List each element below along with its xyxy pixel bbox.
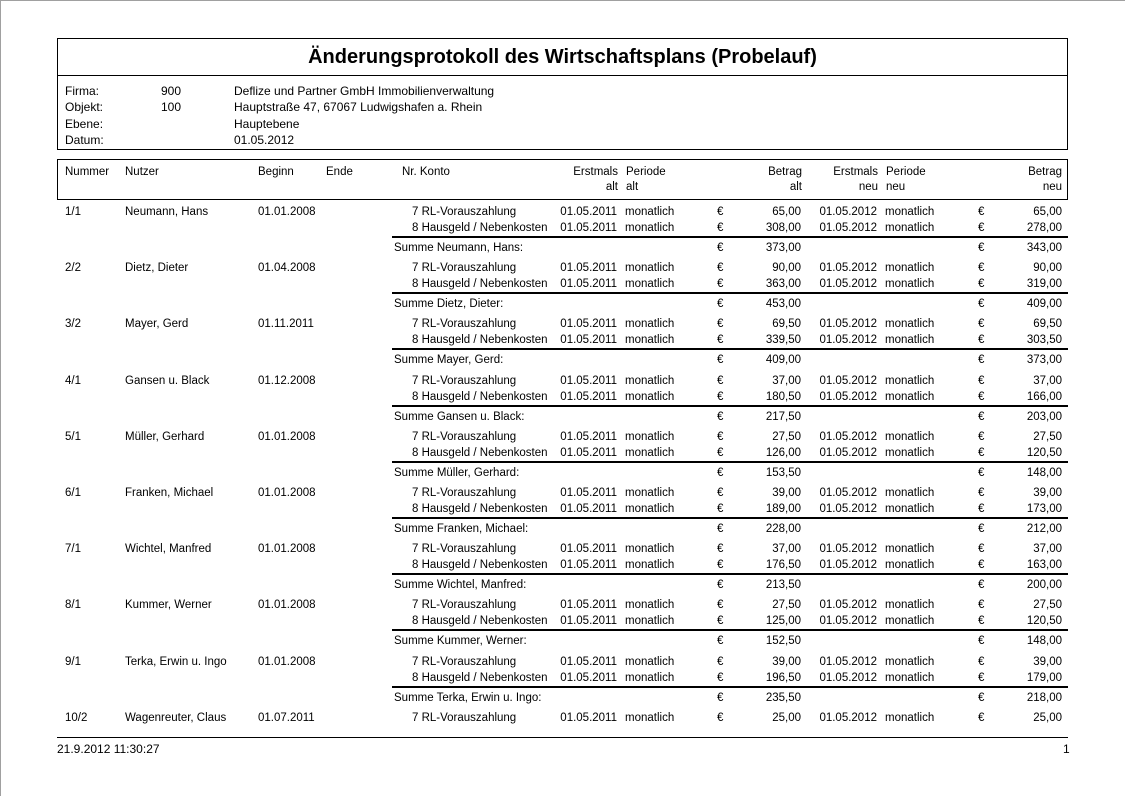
- line-periode-neu: monatlich: [885, 712, 935, 724]
- line-erstmals-neu: 01.05.2012: [819, 559, 877, 571]
- euro-sign-neu: €: [978, 334, 985, 346]
- col-header-betrag-alt-sub: alt: [789, 181, 802, 193]
- line-erstmals-alt: 01.05.2011: [560, 656, 617, 668]
- euro-sign-neu: €: [978, 318, 985, 330]
- line-periode-neu: monatlich: [885, 543, 935, 555]
- line-erstmals-alt: 01.05.2011: [560, 375, 617, 387]
- page-border-top: [0, 0, 1125, 1]
- line-erstmals-neu: 01.05.2012: [819, 599, 877, 611]
- euro-sign-neu: €: [978, 559, 985, 571]
- euro-sign-neu: €: [978, 543, 985, 555]
- row-nummer: 2/2: [65, 262, 81, 274]
- col-header-betrag-alt: Betrag: [768, 166, 802, 178]
- row-beginn: 01.01.2008: [258, 599, 316, 611]
- subtotal-neu: 409,00: [1026, 298, 1062, 310]
- line-erstmals-alt: 01.05.2011: [560, 391, 617, 403]
- table-header: [57, 159, 1068, 200]
- euro-sign-neu: €: [978, 391, 985, 403]
- col-header-nr-konto: Nr. Konto: [402, 166, 450, 178]
- euro-sign-alt: €: [717, 278, 724, 290]
- subtotal-neu: 203,00: [1026, 411, 1062, 423]
- row-nummer: 1/1: [65, 206, 81, 218]
- line-erstmals-alt: 01.05.2011: [560, 543, 617, 555]
- row-nutzer: Dietz, Dieter: [125, 262, 189, 274]
- line-betrag-neu: 120,50: [1026, 615, 1062, 627]
- line-periode-neu: monatlich: [885, 503, 935, 515]
- line-periode-neu: monatlich: [885, 656, 935, 668]
- line-periode-alt: monatlich: [625, 672, 675, 684]
- line-betrag-neu: 39,00: [1033, 487, 1062, 499]
- line-betrag-neu: 278,00: [1026, 222, 1062, 234]
- info-label: Ebene:: [65, 117, 104, 131]
- line-konto: 7 RL-Vorauszahlung: [412, 206, 517, 218]
- subtotal-rule: [392, 348, 1068, 350]
- line-periode-alt: monatlich: [625, 543, 675, 555]
- euro-sign-alt: €: [717, 354, 724, 366]
- euro-sign-alt: €: [717, 262, 724, 274]
- euro-sign-alt: €: [717, 635, 724, 647]
- line-betrag-alt: 339,50: [765, 334, 801, 346]
- footer-timestamp: 21.9.2012 11:30:27: [57, 742, 160, 756]
- line-betrag-neu: 37,00: [1033, 543, 1062, 555]
- line-betrag-neu: 163,00: [1026, 559, 1062, 571]
- line-betrag-alt: 196,50: [765, 672, 801, 684]
- euro-sign-alt: €: [717, 411, 724, 423]
- euro-sign-alt: €: [717, 222, 724, 234]
- euro-sign-neu: €: [978, 431, 985, 443]
- col-header-periode-neu: Periode: [886, 166, 926, 178]
- line-betrag-neu: 173,00: [1026, 503, 1062, 515]
- euro-sign-neu: €: [978, 242, 985, 254]
- line-erstmals-neu: 01.05.2012: [819, 672, 877, 684]
- euro-sign-alt: €: [717, 206, 724, 218]
- euro-sign-neu: €: [978, 523, 985, 535]
- line-betrag-neu: 69,50: [1033, 318, 1062, 330]
- euro-sign-alt: €: [717, 334, 724, 346]
- subtotal-alt: 228,00: [765, 523, 801, 535]
- line-erstmals-neu: 01.05.2012: [819, 334, 877, 346]
- row-beginn: 01.11.2011: [258, 318, 314, 330]
- euro-sign-alt: €: [717, 712, 724, 724]
- line-betrag-alt: 69,50: [772, 318, 801, 330]
- line-konto: 8 Hausgeld / Nebenkosten: [412, 222, 548, 234]
- line-betrag-alt: 39,00: [772, 656, 801, 668]
- line-betrag-alt: 37,00: [772, 543, 801, 555]
- line-betrag-neu: 120,50: [1026, 447, 1062, 459]
- line-periode-alt: monatlich: [625, 206, 675, 218]
- subtotal-rule: [392, 517, 1068, 519]
- row-nummer: 3/2: [65, 318, 81, 330]
- euro-sign-neu: €: [978, 375, 985, 387]
- euro-sign-alt: €: [717, 543, 724, 555]
- line-periode-neu: monatlich: [885, 487, 935, 499]
- col-header-betrag-neu: Betrag: [1028, 166, 1062, 178]
- col-header-periode-alt-sub: alt: [626, 181, 639, 193]
- subtotal-neu: 343,00: [1026, 242, 1062, 254]
- row-nummer: 8/1: [65, 599, 81, 611]
- line-periode-neu: monatlich: [885, 447, 935, 459]
- col-header-periode-alt: Periode: [626, 166, 666, 178]
- line-betrag-neu: 39,00: [1033, 656, 1062, 668]
- line-periode-neu: monatlich: [885, 559, 935, 571]
- line-erstmals-alt: 01.05.2011: [560, 447, 617, 459]
- euro-sign-neu: €: [978, 278, 985, 290]
- line-konto: 8 Hausgeld / Nebenkosten: [412, 503, 548, 515]
- line-betrag-alt: 308,00: [765, 222, 801, 234]
- euro-sign-alt: €: [717, 692, 724, 704]
- col-header-erstmals-neu: Erstmals: [833, 166, 878, 178]
- line-konto: 8 Hausgeld / Nebenkosten: [412, 334, 548, 346]
- line-konto: 7 RL-Vorauszahlung: [412, 318, 517, 330]
- line-betrag-neu: 37,00: [1033, 375, 1062, 387]
- footer-page-number: 1: [1063, 742, 1070, 756]
- euro-sign-neu: €: [978, 262, 985, 274]
- line-betrag-alt: 65,00: [772, 206, 801, 218]
- line-erstmals-neu: 01.05.2012: [819, 487, 877, 499]
- report-info-box: [57, 75, 1068, 150]
- line-erstmals-neu: 01.05.2012: [819, 543, 877, 555]
- line-periode-alt: monatlich: [625, 391, 675, 403]
- line-konto: 7 RL-Vorauszahlung: [412, 656, 517, 668]
- subtotal-alt: 152,50: [765, 635, 801, 647]
- line-periode-neu: monatlich: [885, 278, 935, 290]
- info-value: Hauptstraße 47, 67067 Ludwigshafen a. Rhein: [234, 100, 483, 114]
- row-beginn: 01.01.2008: [258, 656, 316, 668]
- line-betrag-neu: 25,00: [1033, 712, 1062, 724]
- euro-sign-neu: €: [978, 599, 985, 611]
- line-konto: 8 Hausgeld / Nebenkosten: [412, 615, 548, 627]
- line-betrag-alt: 176,50: [765, 559, 801, 571]
- euro-sign-neu: €: [978, 672, 985, 684]
- euro-sign-alt: €: [717, 431, 724, 443]
- subtotal-label: Summe Neumann, Hans:: [394, 242, 524, 254]
- euro-sign-neu: €: [978, 579, 985, 591]
- euro-sign-neu: €: [978, 656, 985, 668]
- line-erstmals-alt: 01.05.2011: [560, 206, 617, 218]
- line-periode-neu: monatlich: [885, 391, 935, 403]
- line-periode-alt: monatlich: [625, 656, 675, 668]
- line-erstmals-alt: 01.05.2011: [560, 615, 617, 627]
- euro-sign-alt: €: [717, 656, 724, 668]
- line-periode-neu: monatlich: [885, 672, 935, 684]
- col-header-erstmals-alt-sub: alt: [605, 181, 618, 193]
- line-erstmals-neu: 01.05.2012: [819, 712, 877, 724]
- euro-sign-alt: €: [717, 503, 724, 515]
- subtotal-alt: 217,50: [765, 411, 801, 423]
- euro-sign-alt: €: [717, 615, 724, 627]
- line-periode-alt: monatlich: [625, 447, 675, 459]
- line-erstmals-alt: 01.05.2011: [560, 334, 617, 346]
- subtotal-alt: 453,00: [765, 298, 801, 310]
- line-erstmals-neu: 01.05.2012: [819, 206, 877, 218]
- line-periode-alt: monatlich: [625, 334, 675, 346]
- line-erstmals-alt: 01.05.2011: [560, 599, 617, 611]
- line-betrag-neu: 166,00: [1026, 391, 1062, 403]
- line-erstmals-neu: 01.05.2012: [819, 656, 877, 668]
- euro-sign-alt: €: [717, 559, 724, 571]
- subtotal-rule: [392, 405, 1068, 407]
- row-nutzer: Franken, Michael: [125, 487, 214, 499]
- row-beginn: 01.01.2008: [258, 543, 316, 555]
- euro-sign-alt: €: [717, 447, 724, 459]
- line-betrag-alt: 39,00: [772, 487, 801, 499]
- line-periode-alt: monatlich: [625, 559, 675, 571]
- line-betrag-neu: 27,50: [1033, 599, 1062, 611]
- line-konto: 7 RL-Vorauszahlung: [412, 431, 517, 443]
- line-erstmals-neu: 01.05.2012: [819, 262, 877, 274]
- euro-sign-alt: €: [717, 467, 724, 479]
- col-header-nutzer: Nutzer: [125, 166, 159, 178]
- line-periode-neu: monatlich: [885, 206, 935, 218]
- line-konto: 8 Hausgeld / Nebenkosten: [412, 391, 548, 403]
- euro-sign-alt: €: [717, 242, 724, 254]
- subtotal-label: Summe Franken, Michael:: [394, 523, 529, 535]
- line-periode-neu: monatlich: [885, 318, 935, 330]
- row-nummer: 9/1: [65, 656, 81, 668]
- euro-sign-alt: €: [717, 298, 724, 310]
- euro-sign-alt: €: [717, 375, 724, 387]
- euro-sign-neu: €: [978, 411, 985, 423]
- line-erstmals-neu: 01.05.2012: [819, 615, 877, 627]
- line-periode-alt: monatlich: [625, 615, 675, 627]
- line-erstmals-neu: 01.05.2012: [819, 318, 877, 330]
- subtotal-rule: [392, 629, 1068, 631]
- line-erstmals-alt: 01.05.2011: [560, 222, 617, 234]
- line-periode-alt: monatlich: [625, 599, 675, 611]
- subtotal-rule: [392, 573, 1068, 575]
- subtotal-neu: 148,00: [1026, 467, 1062, 479]
- line-konto: 8 Hausgeld / Nebenkosten: [412, 447, 548, 459]
- line-erstmals-alt: 01.05.2011: [560, 487, 617, 499]
- subtotal-label: Summe Mayer, Gerd:: [394, 354, 504, 366]
- euro-sign-neu: €: [978, 635, 985, 647]
- line-betrag-alt: 90,00: [772, 262, 801, 274]
- line-periode-alt: monatlich: [625, 222, 675, 234]
- euro-sign-neu: €: [978, 298, 985, 310]
- euro-sign-neu: €: [978, 447, 985, 459]
- subtotal-alt: 373,00: [765, 242, 801, 254]
- euro-sign-neu: €: [978, 467, 985, 479]
- line-erstmals-neu: 01.05.2012: [819, 391, 877, 403]
- line-erstmals-alt: 01.05.2011: [560, 712, 617, 724]
- row-beginn: 01.01.2008: [258, 431, 316, 443]
- euro-sign-alt: €: [717, 672, 724, 684]
- subtotal-rule: [392, 686, 1068, 688]
- col-header-beginn: Beginn: [258, 166, 294, 178]
- line-periode-neu: monatlich: [885, 615, 935, 627]
- line-periode-alt: monatlich: [625, 375, 675, 387]
- col-header-erstmals-alt: Erstmals: [573, 166, 618, 178]
- line-betrag-alt: 27,50: [772, 431, 801, 443]
- row-nutzer: Kummer, Werner: [125, 599, 212, 611]
- page-border-left: [0, 0, 1, 796]
- info-value: 01.05.2012: [234, 133, 295, 147]
- line-erstmals-alt: 01.05.2011: [560, 262, 617, 274]
- line-erstmals-neu: 01.05.2012: [819, 375, 877, 387]
- col-header-ende: Ende: [326, 166, 353, 178]
- line-erstmals-alt: 01.05.2011: [560, 503, 617, 515]
- line-erstmals-neu: 01.05.2012: [819, 447, 877, 459]
- line-erstmals-alt: 01.05.2011: [560, 278, 617, 290]
- line-periode-neu: monatlich: [885, 334, 935, 346]
- subtotal-alt: 153,50: [765, 467, 801, 479]
- line-erstmals-neu: 01.05.2012: [819, 222, 877, 234]
- subtotal-label: Summe Müller, Gerhard:: [394, 467, 520, 479]
- line-periode-alt: monatlich: [625, 262, 675, 274]
- line-betrag-alt: 37,00: [772, 375, 801, 387]
- line-betrag-alt: 363,00: [765, 278, 801, 290]
- subtotal-neu: 218,00: [1026, 692, 1062, 704]
- line-betrag-alt: 189,00: [765, 503, 801, 515]
- row-nutzer: Gansen u. Black: [125, 375, 210, 387]
- row-nutzer: Mayer, Gerd: [125, 318, 189, 330]
- subtotal-alt: 235,50: [765, 692, 801, 704]
- row-nutzer: Wichtel, Manfred: [125, 543, 212, 555]
- subtotal-alt: 409,00: [765, 354, 801, 366]
- subtotal-alt: 213,50: [765, 579, 801, 591]
- col-header-erstmals-neu-sub: neu: [858, 181, 878, 193]
- line-periode-neu: monatlich: [885, 222, 935, 234]
- line-erstmals-neu: 01.05.2012: [819, 503, 877, 515]
- subtotal-label: Summe Kummer, Werner:: [394, 635, 527, 647]
- line-erstmals-neu: 01.05.2012: [819, 278, 877, 290]
- line-betrag-alt: 126,00: [765, 447, 801, 459]
- line-periode-alt: monatlich: [625, 278, 675, 290]
- line-betrag-neu: 27,50: [1033, 431, 1062, 443]
- euro-sign-neu: €: [978, 615, 985, 627]
- row-beginn: 01.01.2008: [258, 487, 316, 499]
- line-erstmals-alt: 01.05.2011: [560, 431, 617, 443]
- euro-sign-alt: €: [717, 318, 724, 330]
- line-periode-neu: monatlich: [885, 431, 935, 443]
- euro-sign-alt: €: [717, 523, 724, 535]
- info-label: Objekt:: [65, 100, 104, 114]
- euro-sign-neu: €: [978, 712, 985, 724]
- line-periode-neu: monatlich: [885, 375, 935, 387]
- euro-sign-neu: €: [978, 692, 985, 704]
- line-erstmals-alt: 01.05.2011: [560, 559, 617, 571]
- subtotal-label: Summe Gansen u. Black:: [394, 411, 525, 423]
- line-betrag-neu: 90,00: [1033, 262, 1062, 274]
- subtotal-neu: 148,00: [1026, 635, 1062, 647]
- footer-rule: [57, 737, 1068, 738]
- line-konto: 7 RL-Vorauszahlung: [412, 599, 517, 611]
- subtotal-neu: 212,00: [1026, 523, 1062, 535]
- subtotal-rule: [392, 236, 1068, 238]
- row-nummer: 7/1: [65, 543, 81, 555]
- line-konto: 8 Hausgeld / Nebenkosten: [412, 278, 548, 290]
- subtotal-label: Summe Wichtel, Manfred:: [394, 579, 527, 591]
- line-erstmals-alt: 01.05.2011: [560, 672, 617, 684]
- line-betrag-alt: 125,00: [765, 615, 801, 627]
- euro-sign-neu: €: [978, 354, 985, 366]
- row-nutzer: Terka, Erwin u. Ingo: [125, 656, 227, 668]
- row-nummer: 6/1: [65, 487, 81, 499]
- col-header-betrag-neu-sub: neu: [1042, 181, 1062, 193]
- euro-sign-neu: €: [978, 503, 985, 515]
- info-code: 100: [161, 100, 182, 114]
- line-betrag-alt: 27,50: [772, 599, 801, 611]
- col-header-nummer: Nummer: [65, 166, 110, 178]
- line-periode-neu: monatlich: [885, 599, 935, 611]
- subtotal-label: Summe Terka, Erwin u. Ingo:: [394, 692, 542, 704]
- subtotal-neu: 373,00: [1026, 354, 1062, 366]
- line-periode-alt: monatlich: [625, 487, 675, 499]
- info-code: 900: [161, 84, 182, 98]
- line-betrag-neu: 179,00: [1026, 672, 1062, 684]
- line-betrag-alt: 180,50: [765, 391, 801, 403]
- line-periode-neu: monatlich: [885, 262, 935, 274]
- line-erstmals-alt: 01.05.2011: [560, 318, 617, 330]
- info-value: Deflize und Partner GmbH Immobilienverwaltung: [234, 84, 495, 98]
- line-erstmals-neu: 01.05.2012: [819, 431, 877, 443]
- line-konto: 7 RL-Vorauszahlung: [412, 543, 517, 555]
- row-nutzer: Müller, Gerhard: [125, 431, 205, 443]
- row-beginn: 01.07.2011: [258, 712, 315, 724]
- line-konto: 8 Hausgeld / Nebenkosten: [412, 672, 548, 684]
- row-nutzer: Wagenreuter, Claus: [125, 712, 227, 724]
- info-value: Hauptebene: [234, 117, 300, 131]
- row-beginn: 01.12.2008: [258, 375, 316, 387]
- subtotal-label: Summe Dietz, Dieter:: [394, 298, 504, 310]
- row-nutzer: Neumann, Hans: [125, 206, 209, 218]
- euro-sign-neu: €: [978, 222, 985, 234]
- subtotal-neu: 200,00: [1026, 579, 1062, 591]
- row-nummer: 10/2: [65, 712, 88, 724]
- line-betrag-neu: 65,00: [1033, 206, 1062, 218]
- euro-sign-neu: €: [978, 206, 985, 218]
- col-header-periode-neu-sub: neu: [886, 181, 906, 193]
- report-title: Änderungsprotokoll des Wirtschaftsplans (Probelauf): [57, 38, 1068, 76]
- row-beginn: 01.01.2008: [258, 206, 316, 218]
- line-periode-alt: monatlich: [625, 503, 675, 515]
- line-betrag-neu: 319,00: [1026, 278, 1062, 290]
- line-periode-alt: monatlich: [625, 712, 675, 724]
- euro-sign-alt: €: [717, 579, 724, 591]
- line-konto: 7 RL-Vorauszahlung: [412, 712, 517, 724]
- line-betrag-alt: 25,00: [772, 712, 801, 724]
- row-nummer: 4/1: [65, 375, 81, 387]
- row-nummer: 5/1: [65, 431, 81, 443]
- subtotal-rule: [392, 461, 1068, 463]
- info-label: Datum:: [65, 133, 104, 147]
- euro-sign-alt: €: [717, 487, 724, 499]
- euro-sign-neu: €: [978, 487, 985, 499]
- subtotal-rule: [392, 292, 1068, 294]
- line-konto: 7 RL-Vorauszahlung: [412, 262, 517, 274]
- line-konto: 8 Hausgeld / Nebenkosten: [412, 559, 548, 571]
- line-konto: 7 RL-Vorauszahlung: [412, 487, 517, 499]
- euro-sign-alt: €: [717, 391, 724, 403]
- euro-sign-alt: €: [717, 599, 724, 611]
- line-periode-alt: monatlich: [625, 431, 675, 443]
- line-periode-alt: monatlich: [625, 318, 675, 330]
- row-beginn: 01.04.2008: [258, 262, 316, 274]
- line-betrag-neu: 303,50: [1026, 334, 1062, 346]
- line-konto: 7 RL-Vorauszahlung: [412, 375, 517, 387]
- info-label: Firma:: [65, 84, 99, 98]
